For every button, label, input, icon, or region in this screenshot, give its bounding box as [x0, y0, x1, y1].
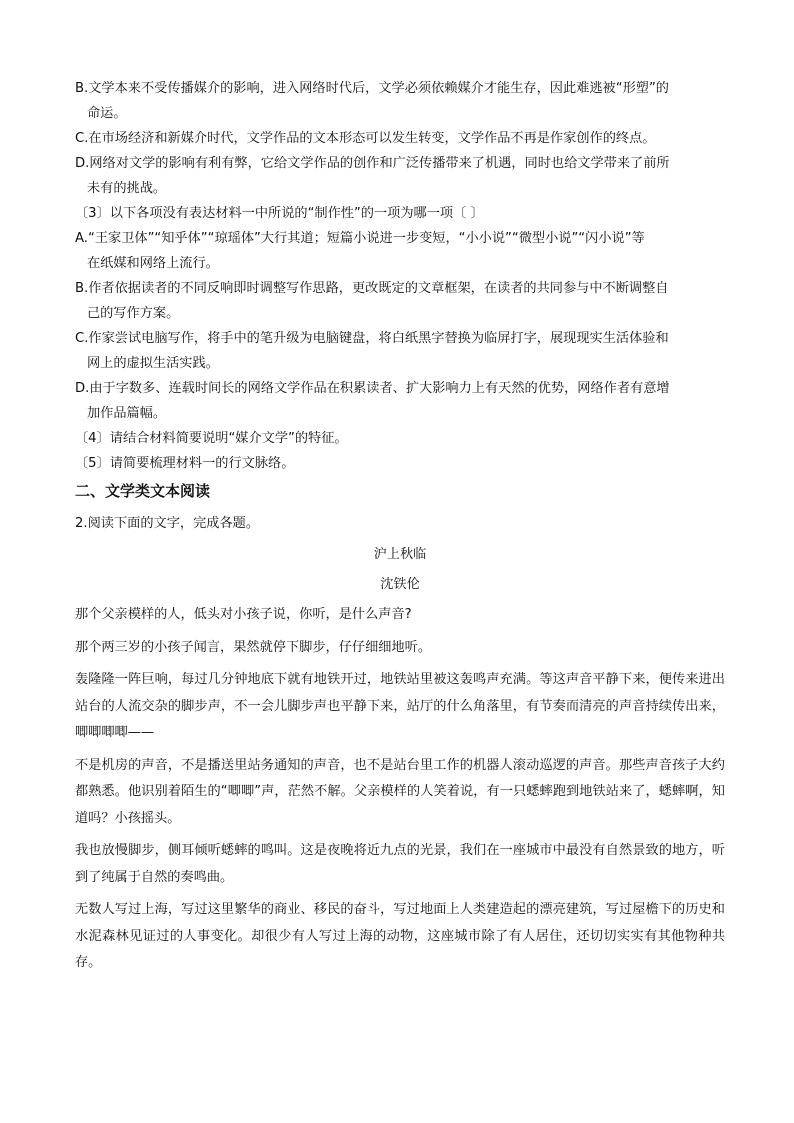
q4-stem: 〔4〕请结合材料简要说明“媒介文学”的特征。 — [75, 431, 348, 446]
q1-option-d-line1: D.网络对文学的影响有利有弊，它给文学作品的创作和广泛传播带来了机遇，同时也给文学带来了前所 — [75, 156, 670, 171]
article-author: 沈铁伦 — [380, 577, 420, 592]
q1-option-b-line2: 命运。 — [87, 106, 127, 121]
q3-option-d-line1: D.由于字数多、连载时间长的网络文学作品在积累读者、扩大影响力上有天然的优势，网络作者有意增 — [75, 381, 670, 396]
q3-option-d-line2: 加作品篇幅。 — [87, 406, 167, 421]
article-paragraph-3: 轰隆隆一阵巨响，每过几分钟地底下就有地铁开过，地铁站里被这轰鸣声充满。等这声音平静下来，便传来进出站台的人流交杂的脚步声，不一会儿脚步声也平静下来，站厅的什么角落里，有节奏而清亮的声音持续传出来，唧唧唧唧—— — [75, 672, 725, 740]
q3-option-b-line2: 己的写作方案。 — [87, 306, 180, 321]
section-heading: 二、文学类文本阅读 — [75, 482, 211, 500]
q1-option-c: C.在市场经济和新媒介时代，文学作品的文本形态可以发生转变，文学作品不再是作家创作的终点。 — [75, 131, 656, 146]
document-page — [75, 76, 725, 983]
article-paragraph-5: 我也放慢脚步，侧耳倾听蟋蟀的鸣叫。这是夜晚将近九点的光景，我们在一座城市中最没有自然景致的地方，听到了纯属于自然的奏鸣曲。 — [75, 843, 725, 885]
q3-option-a-line2: 在纸媒和网络上流行。 — [87, 256, 219, 271]
q3-option-a-line1: A.“王家卫体”“知乎体”“琼瑶体”大行其道；短篇小说进一步变短，“小小说”“微型小说”“闪小说”等 — [75, 231, 645, 246]
article-paragraph-1: 那个父亲模样的人，低头对小孩子说，你听，是什么声音? — [75, 607, 412, 622]
q3-stem: 〔3〕以下各项没有表达材料一中所说的“制作性”的一项为哪一项〔 〕 — [75, 206, 484, 221]
q3-option-c-line2: 网上的虚拟生活实践。 — [87, 356, 219, 371]
q5-stem: 〔5〕请简要梳理材料一的行文脉络。 — [75, 456, 295, 471]
article-paragraph-6: 无数人写过上海，写过这里繁华的商业、移民的奋斗，写过地面上人类建造起的漂亮建筑，写过屋檐下的历史和水泥森林见证过的人事变化。却很少有人写过上海的动物，这座城市除了有人居住，还切切实实有其他物种共存。 — [75, 902, 725, 970]
q3-option-b-line1: B.作者依据读者的不同反响即时调整写作思路，更改既定的文章框架，在读者的共同参与中不断调整自 — [75, 281, 669, 296]
article-paragraph-2: 那个两三岁的小孩子闻言，果然就停下脚步，仔仔细细地听。 — [75, 639, 432, 655]
article-paragraph-4: 不是机房的声音，不是播送里站务通知的声音，也不是站台里工作的机器人滚动巡逻的声音。那些声音孩子大约都熟悉。他识别着陌生的“唧唧”声，茫然不解。父亲模样的人笑着说，有一只蟋蟀跑到地铁站来了，蟋蟀啊，知道吗？小孩摇头。 — [75, 757, 725, 826]
article-title: 沪上秋临 — [373, 547, 427, 562]
section-intro: 2.阅读下面的文字，完成各题。 — [75, 516, 260, 531]
q1-option-d-line2: 未有的挑战。 — [87, 181, 167, 196]
q1-option-b-line1: B.文学本来不受传播媒介的影响，进入网络时代后，文学必须依赖媒介才能生存，因此难逃被“形塑”的 — [75, 81, 669, 96]
q3-option-c-line1: C.作家尝试电脑写作，将手中的笔升级为电脑键盘，将白纸黑字替换为临屏打字，展现现实生活体验和 — [75, 331, 669, 346]
